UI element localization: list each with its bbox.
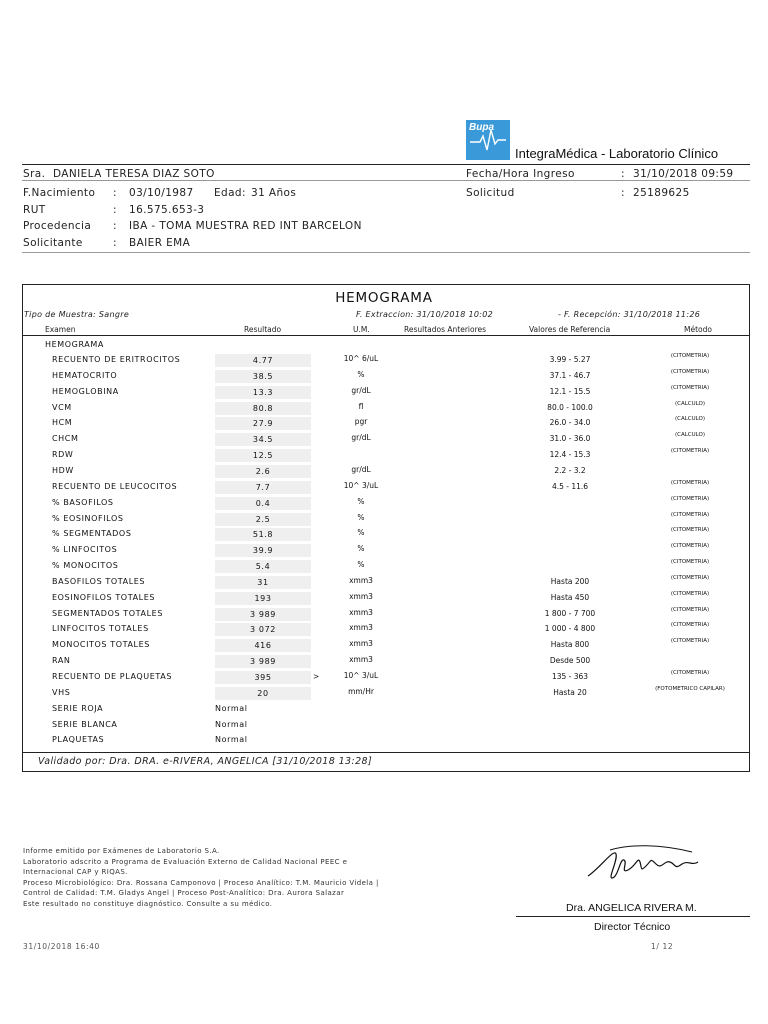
- result-value: 5.4: [215, 560, 311, 573]
- method-value: (CALCULO): [674, 432, 706, 438]
- unit-value: %: [357, 560, 365, 569]
- exam-name: HEMATOCRITO: [52, 371, 118, 380]
- colon: :: [113, 237, 117, 249]
- reference-value: 12.1 - 15.5: [549, 387, 591, 396]
- extraction-date: F. Extraccion: 31/10/2018 10:02: [356, 310, 494, 319]
- exam-name: MONOCITOS TOTALES: [52, 640, 150, 649]
- exam-name: % BASOFILOS: [52, 498, 114, 507]
- result-value: 3 989: [215, 655, 311, 668]
- unit-value: gr/dL: [351, 465, 371, 474]
- reference-value: 1 800 - 7 700: [544, 609, 596, 618]
- header-divider: [22, 164, 750, 165]
- method-value: (CITOMETRIA): [670, 670, 710, 676]
- reference-value: 26.0 - 34.0: [549, 418, 591, 427]
- method-value: (CITOMETRIA): [670, 353, 710, 359]
- intake-label: Fecha/Hora Ingreso: [466, 168, 575, 180]
- exam-name: HEMOGLOBINA: [52, 387, 119, 396]
- footer-line: Internacional CAP y RIQAS.: [23, 868, 128, 877]
- unit-value: mm/Hr: [348, 687, 374, 696]
- colon: :: [621, 187, 625, 199]
- exam-name: VCM: [52, 403, 72, 412]
- reference-value: Hasta 800: [550, 640, 590, 649]
- intake-value: 31/10/2018 09:59: [633, 168, 734, 180]
- footer-notes: [23, 846, 379, 910]
- request-value: 25189625: [633, 187, 690, 199]
- footer-line: Laboratorio adscrito a Programa de Evaluación Externo de Calidad Nacional PEEC e: [23, 857, 348, 866]
- unit-value: pgr: [354, 417, 368, 426]
- series-value: Normal: [215, 735, 248, 744]
- result-value: 2.6: [215, 465, 311, 478]
- result-value: 395: [215, 671, 311, 684]
- reception-date: - F. Recepción: 31/10/2018 11:26: [558, 310, 701, 319]
- unit-value: %: [357, 544, 365, 553]
- validation-divider: [22, 752, 750, 753]
- colon: :: [113, 187, 117, 199]
- unit-value: xmm3: [349, 592, 373, 601]
- exam-name: LINFOCITOS TOTALES: [52, 624, 149, 633]
- reference-value: Hasta 450: [550, 593, 590, 602]
- unit-value: 10^ 6/uL: [343, 354, 379, 363]
- birth-value: 03/10/1987: [129, 187, 194, 199]
- colon: :: [113, 220, 117, 232]
- section-title: HEMOGRAMA: [45, 340, 104, 349]
- exam-name: HCM: [52, 418, 73, 427]
- series-name: PLAQUETAS: [52, 735, 105, 744]
- print-date: 31/10/2018 16:40: [23, 942, 100, 951]
- series-name: SERIE ROJA: [52, 704, 104, 713]
- result-flag: >: [313, 672, 320, 681]
- unit-value: %: [357, 513, 365, 522]
- exam-name: RECUENTO DE ERITROCITOS: [52, 355, 181, 364]
- patient-prefix: Sra.: [23, 168, 46, 180]
- result-value: 31: [215, 576, 311, 589]
- method-value: (CITOMETRIA): [670, 527, 710, 533]
- result-value: 2.5: [215, 513, 311, 526]
- result-value: 193: [215, 592, 311, 605]
- reference-value: 4.5 - 11.6: [551, 482, 589, 491]
- method-value: (CITOMETRIA): [670, 575, 710, 581]
- footer-line: Informe emitido por Exámenes de Laboratorio S.A.: [23, 847, 220, 855]
- patient-name: DANIELA TERESA DIAZ SOTO: [53, 168, 215, 180]
- reference-value: 31.0 - 36.0: [549, 434, 591, 443]
- result-value: 416: [215, 639, 311, 652]
- method-value: (CITOMETRIA): [670, 369, 710, 375]
- exam-name: HDW: [52, 466, 74, 475]
- reference-value: 80.0 - 100.0: [547, 403, 593, 412]
- col-previous: Resultados Anteriores: [404, 325, 487, 334]
- series-value: Normal: [215, 720, 248, 729]
- origin-value: IBA - TOMA MUESTRA RED INT BARCELON: [129, 220, 362, 232]
- footer-line: Proceso Microbiológico: Dra. Rossana Camponovo | Proceso Analítico: T.M. Mauricio Videla |: [23, 878, 379, 887]
- report-title: HEMOGRAMA: [335, 290, 433, 306]
- exam-name: VHS: [52, 688, 71, 697]
- method-value: (CITOMETRIA): [670, 512, 710, 518]
- result-value: 13.3: [215, 386, 311, 399]
- reference-value: 37.1 - 46.7: [549, 371, 591, 380]
- method-value: (CITOMETRIA): [670, 559, 710, 565]
- exam-name: RECUENTO DE LEUCOCITOS: [52, 482, 178, 491]
- exam-name: RAN: [52, 656, 71, 665]
- result-value: 0.4: [215, 497, 311, 510]
- unit-value: 10^ 3/uL: [343, 671, 379, 680]
- rut-label: RUT: [23, 204, 46, 216]
- reference-value: 1 000 - 4 800: [544, 624, 596, 633]
- signature-line: [516, 916, 750, 917]
- method-value: (CITOMETRIA): [670, 385, 710, 391]
- series-value: Normal: [215, 704, 248, 713]
- col-method: Método: [684, 325, 712, 334]
- unit-value: 10^ 3/uL: [343, 481, 379, 490]
- col-exam: Examen: [45, 325, 76, 334]
- reference-value: 12.4 - 15.3: [549, 450, 591, 459]
- row-divider: [22, 180, 750, 181]
- result-value: 27.9: [215, 417, 311, 430]
- colon: :: [621, 168, 625, 180]
- requester-label: Solicitante: [23, 237, 83, 249]
- exam-name: % LINFOCITOS: [52, 545, 118, 554]
- result-value: 12.5: [215, 449, 311, 462]
- sample-type: Tipo de Muestra: Sangre: [24, 310, 130, 319]
- origin-label: Procedencia: [23, 220, 92, 232]
- reference-value: 135 - 363: [551, 672, 589, 681]
- method-value: (CITOMETRIA): [670, 622, 710, 628]
- reference-value: Hasta 200: [550, 577, 590, 586]
- colon: :: [113, 204, 117, 216]
- unit-value: xmm3: [349, 623, 373, 632]
- reference-value: Hasta 20: [553, 688, 587, 697]
- doctor-name: Dra. ANGELICA RIVERA M.: [566, 902, 697, 914]
- doctor-title: Director Técnico: [594, 921, 671, 933]
- request-label: Solicitud: [466, 187, 515, 199]
- result-value: 3 989: [215, 608, 311, 621]
- lab-name: IntegraMédica - Laboratorio Clínico: [515, 146, 719, 161]
- unit-value: xmm3: [349, 639, 373, 648]
- unit-value: xmm3: [349, 576, 373, 585]
- result-value: 39.9: [215, 544, 311, 557]
- result-value: 38.5: [215, 370, 311, 383]
- result-value: 4.77: [215, 354, 311, 367]
- signature-image: [580, 838, 720, 888]
- footer-line: Este resultado no constituye diagnóstico. Consulte a su médico.: [23, 899, 273, 908]
- birth-label: F.Nacimiento: [23, 187, 96, 199]
- exam-name: % MONOCITOS: [52, 561, 119, 570]
- result-value: 34.5: [215, 433, 311, 446]
- method-value: (CITOMETRIA): [670, 496, 710, 502]
- result-value: 51.8: [215, 528, 311, 541]
- method-value: (CALCULO): [674, 416, 706, 422]
- result-value: 80.8: [215, 402, 311, 415]
- method-value: (CITOMETRIA): [670, 448, 710, 454]
- method-value: (FOTOMETRICO CAPILAR): [655, 686, 725, 692]
- validated-by: Validado por: Dra. DRA. e-RIVERA, ANGELICA [31/10/2018 13:28]: [38, 756, 373, 767]
- unit-value: gr/dL: [351, 433, 371, 442]
- exam-name: RDW: [52, 450, 74, 459]
- exam-name: BASOFILOS TOTALES: [52, 577, 146, 586]
- rut-value: 16.575.653-3: [129, 204, 205, 216]
- exam-name: % EOSINOFILOS: [52, 514, 124, 523]
- logo-text: Bupa: [469, 122, 494, 133]
- method-value: (CITOMETRIA): [670, 591, 710, 597]
- unit-value: %: [357, 497, 365, 506]
- result-value: 20: [215, 687, 311, 700]
- result-value: 7.7: [215, 481, 311, 494]
- requester-value: BAIER EMA: [129, 237, 191, 249]
- age-label: Edad:: [214, 187, 246, 199]
- columns-divider: [22, 335, 750, 336]
- unit-value: xmm3: [349, 655, 373, 664]
- series-name: SERIE BLANCA: [52, 720, 118, 729]
- col-reference: Valores de Referencia: [529, 325, 611, 334]
- age-value: 31 Años: [251, 187, 297, 199]
- method-value: (CITOMETRIA): [670, 607, 710, 613]
- exam-name: CHCM: [52, 434, 79, 443]
- page-number: 1/ 12: [651, 942, 674, 951]
- reference-value: 3.99 - 5.27: [549, 355, 591, 364]
- unit-value: %: [357, 528, 365, 537]
- exam-name: EOSINOFILOS TOTALES: [52, 593, 156, 602]
- exam-name: RECUENTO DE PLAQUETAS: [52, 672, 172, 681]
- exam-name: SEGMENTADOS TOTALES: [52, 609, 164, 618]
- footer-line: Control de Calidad: T.M. Gladys Angel | Proceso Post-Analítico: Dra. Aurora Salazar: [23, 889, 345, 898]
- heartbeat-icon: [466, 120, 510, 160]
- bupa-logo: [466, 120, 510, 160]
- unit-value: xmm3: [349, 608, 373, 617]
- reference-value: Desde 500: [549, 656, 591, 665]
- method-value: (CALCULO): [674, 401, 706, 407]
- row-divider: [22, 252, 750, 253]
- unit-value: gr/dL: [351, 386, 371, 395]
- col-unit: U.M.: [353, 325, 370, 334]
- col-result: Resultado: [244, 325, 282, 334]
- exam-name: % SEGMENTADOS: [52, 529, 132, 538]
- method-value: (CITOMETRIA): [670, 480, 710, 486]
- reference-value: 2.2 - 3.2: [554, 466, 586, 475]
- method-value: (CITOMETRIA): [670, 638, 710, 644]
- result-value: 3 072: [215, 623, 311, 636]
- unit-value: %: [357, 370, 365, 379]
- unit-value: fl: [358, 402, 364, 411]
- method-value: (CITOMETRIA): [670, 543, 710, 549]
